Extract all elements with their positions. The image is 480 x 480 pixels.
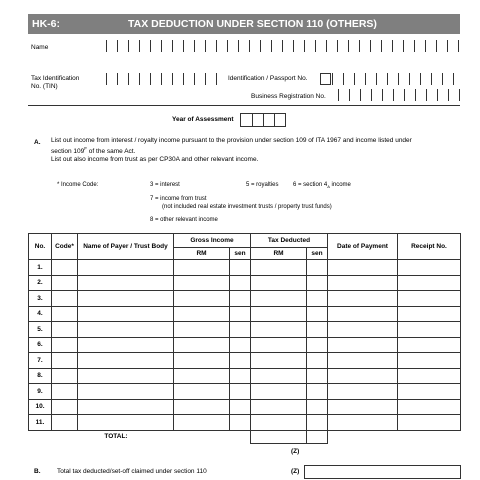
table-row xyxy=(29,291,461,307)
row-gross-rm[interactable] xyxy=(174,415,230,431)
char-box[interactable] xyxy=(392,40,403,52)
row-tax-sen[interactable] xyxy=(307,275,328,291)
char-box[interactable] xyxy=(447,40,458,52)
row-payer[interactable] xyxy=(78,322,174,338)
yoa-field[interactable] xyxy=(240,113,286,127)
char-box[interactable] xyxy=(337,40,348,52)
char-box[interactable] xyxy=(371,89,382,101)
row-tax-rm[interactable] xyxy=(251,275,307,291)
row-date[interactable] xyxy=(328,368,398,384)
row-tax-rm[interactable] xyxy=(251,415,307,431)
row-gross-rm[interactable] xyxy=(174,275,230,291)
row-gross-rm[interactable] xyxy=(174,384,230,400)
row-payer[interactable] xyxy=(78,415,174,431)
row-gross-sen[interactable] xyxy=(230,291,251,307)
char-box[interactable] xyxy=(161,73,172,85)
row-gross-rm[interactable] xyxy=(174,322,230,338)
row-tax-rm[interactable] xyxy=(251,322,307,338)
col-tax: Tax Deducted xyxy=(251,234,328,248)
row-code[interactable] xyxy=(52,291,78,307)
income-code-8: 8 = other relevant income xyxy=(150,217,218,223)
row-code[interactable] xyxy=(52,337,78,353)
row-payer[interactable] xyxy=(78,353,174,369)
char-box[interactable] xyxy=(382,89,393,101)
char-box[interactable] xyxy=(360,89,371,101)
char-box[interactable] xyxy=(117,40,128,52)
char-box[interactable] xyxy=(315,40,326,52)
row-tax-sen[interactable] xyxy=(307,322,328,338)
row-no: 1. xyxy=(29,260,52,276)
char-box[interactable] xyxy=(194,40,205,52)
row-gross-sen[interactable] xyxy=(230,337,251,353)
row-tax-rm[interactable] xyxy=(251,368,307,384)
row-date[interactable] xyxy=(328,306,398,322)
char-box[interactable] xyxy=(194,73,205,85)
row-date[interactable] xyxy=(328,337,398,353)
char-box[interactable] xyxy=(304,40,315,52)
table-row xyxy=(29,399,461,415)
col-payer: Name of Payer / Trust Body xyxy=(78,234,174,260)
tin-label: Tax Identification No. (TIN) xyxy=(31,75,80,90)
form-title: TAX DEDUCTION UNDER SECTION 110 (OTHERS) xyxy=(128,18,377,30)
section-b-text: Total tax deducted/set-off claimed under section 110 xyxy=(57,468,207,475)
char-box[interactable] xyxy=(205,40,216,52)
char-box[interactable] xyxy=(106,73,117,85)
char-box[interactable] xyxy=(326,40,337,52)
char-box[interactable] xyxy=(205,73,216,85)
char-box[interactable] xyxy=(172,73,183,85)
char-box[interactable] xyxy=(431,73,442,85)
name-label: Name xyxy=(31,44,49,51)
row-tax-sen[interactable] xyxy=(307,291,328,307)
row-no: 6. xyxy=(29,337,52,353)
char-box[interactable] xyxy=(216,40,227,52)
row-code[interactable] xyxy=(52,306,78,322)
row-tax-sen[interactable] xyxy=(307,415,328,431)
row-gross-rm[interactable] xyxy=(174,291,230,307)
total-tax-sen[interactable] xyxy=(307,430,328,443)
char-box[interactable] xyxy=(183,73,194,85)
row-tax-sen[interactable] xyxy=(307,260,328,276)
row-date[interactable] xyxy=(328,291,398,307)
char-box[interactable] xyxy=(150,73,161,85)
row-tax-rm[interactable] xyxy=(251,337,307,353)
char-box[interactable] xyxy=(150,40,161,52)
row-payer[interactable] xyxy=(78,306,174,322)
section-b-total-field[interactable] xyxy=(304,465,461,479)
row-tax-rm[interactable] xyxy=(251,306,307,322)
char-box[interactable] xyxy=(183,40,194,52)
char-box[interactable] xyxy=(414,40,425,52)
row-no: 3. xyxy=(29,291,52,307)
row-code[interactable] xyxy=(52,322,78,338)
total-z-label: (Z) xyxy=(291,448,300,455)
char-box[interactable] xyxy=(387,73,398,85)
table-row xyxy=(29,337,461,353)
col-code: Code* xyxy=(52,234,78,260)
table-row xyxy=(29,322,461,338)
col-date: Date of Payment xyxy=(328,234,398,260)
row-payer[interactable] xyxy=(78,368,174,384)
char-box[interactable] xyxy=(354,73,365,85)
char-box[interactable] xyxy=(426,89,437,101)
row-date[interactable] xyxy=(328,399,398,415)
table-row xyxy=(29,260,461,276)
table-row xyxy=(29,353,461,369)
income-code-label: * Income Code: xyxy=(57,182,99,188)
row-code[interactable] xyxy=(52,384,78,400)
char-box[interactable] xyxy=(415,89,426,101)
row-gross-rm[interactable] xyxy=(174,399,230,415)
row-gross-sen[interactable] xyxy=(230,306,251,322)
income-code-7-note: (not included real estate investment trusts / property trust funds) xyxy=(162,204,332,210)
row-receipt[interactable] xyxy=(398,368,461,384)
row-gross-sen[interactable] xyxy=(230,399,251,415)
row-code[interactable] xyxy=(52,415,78,431)
row-no: 11. xyxy=(29,415,52,431)
char-box[interactable] xyxy=(238,40,249,52)
row-payer[interactable] xyxy=(78,337,174,353)
row-gross-sen[interactable] xyxy=(230,368,251,384)
row-payer[interactable] xyxy=(78,275,174,291)
yoa-label: Year of Assessment xyxy=(172,116,234,123)
section-a-text: List out income from interest / royalty income pursuant to the provision under section 109 of ITA 1967 and income listed under section $109^F$ of the same Act. List out also income from trust as per CP30A and other relevant income. xyxy=(51,137,412,164)
name-field[interactable] xyxy=(106,40,459,52)
row-gross-sen[interactable] xyxy=(230,353,251,369)
row-date[interactable] xyxy=(328,275,398,291)
char-box[interactable] xyxy=(249,40,260,52)
passport-field[interactable] xyxy=(332,73,454,85)
table-row xyxy=(29,384,461,400)
char-box[interactable] xyxy=(293,40,304,52)
row-tax-rm[interactable] xyxy=(251,291,307,307)
table-row xyxy=(29,368,461,384)
col-no: No. xyxy=(29,234,52,260)
row-payer[interactable] xyxy=(78,384,174,400)
row-receipt[interactable] xyxy=(398,415,461,431)
row-code[interactable] xyxy=(52,368,78,384)
row-gross-rm[interactable] xyxy=(174,260,230,276)
row-gross-sen[interactable] xyxy=(230,322,251,338)
row-tax-sen[interactable] xyxy=(307,306,328,322)
separator-line xyxy=(28,105,460,106)
char-box[interactable] xyxy=(338,89,349,101)
row-no: 8. xyxy=(29,368,52,384)
col-receipt: Receipt No. xyxy=(398,234,461,260)
col-gross: Gross Income xyxy=(174,234,251,248)
row-no: 4. xyxy=(29,306,52,322)
char-box[interactable] xyxy=(172,40,183,52)
row-code[interactable] xyxy=(52,399,78,415)
row-date[interactable] xyxy=(328,415,398,431)
char-box[interactable] xyxy=(227,40,238,52)
row-gross-sen[interactable] xyxy=(230,260,251,276)
row-gross-rm[interactable] xyxy=(174,368,230,384)
char-box[interactable] xyxy=(403,40,414,52)
char-box[interactable] xyxy=(139,40,150,52)
form-header xyxy=(28,14,460,34)
char-box[interactable] xyxy=(436,40,447,52)
char-box[interactable] xyxy=(409,73,420,85)
row-date[interactable] xyxy=(328,260,398,276)
char-box[interactable] xyxy=(282,40,293,52)
row-receipt[interactable] xyxy=(398,275,461,291)
row-tax-sen[interactable] xyxy=(307,337,328,353)
tin-field[interactable] xyxy=(106,73,217,85)
char-box[interactable] xyxy=(448,89,459,101)
char-box[interactable] xyxy=(106,40,117,52)
row-gross-rm[interactable] xyxy=(174,353,230,369)
row-receipt[interactable] xyxy=(398,291,461,307)
passport-first-box[interactable] xyxy=(320,73,331,85)
table-row xyxy=(29,275,461,291)
char-box[interactable] xyxy=(117,73,128,85)
char-box[interactable] xyxy=(348,40,359,52)
brn-label: Business Registration No. xyxy=(251,93,326,100)
passport-label: Identification / Passport No. xyxy=(228,75,308,82)
char-box[interactable] xyxy=(381,40,392,52)
row-receipt[interactable] xyxy=(398,353,461,369)
total-label: TOTAL: xyxy=(104,433,128,441)
brn-field[interactable] xyxy=(338,89,460,101)
row-no: 10. xyxy=(29,399,52,415)
char-box[interactable] xyxy=(349,89,360,101)
row-gross-rm[interactable] xyxy=(174,337,230,353)
col-gross-rm: RM xyxy=(174,248,230,260)
row-tax-sen[interactable] xyxy=(307,384,328,400)
char-box[interactable] xyxy=(139,73,150,85)
row-code[interactable] xyxy=(52,275,78,291)
row-receipt[interactable] xyxy=(398,399,461,415)
income-table xyxy=(28,233,461,444)
income-code-5: 5 = royalties xyxy=(246,182,279,188)
row-no: 9. xyxy=(29,384,52,400)
row-tax-rm[interactable] xyxy=(251,384,307,400)
row-no: 7. xyxy=(29,353,52,369)
row-tax-sen[interactable] xyxy=(307,399,328,415)
char-box[interactable] xyxy=(343,73,354,85)
row-date[interactable] xyxy=(328,353,398,369)
char-box[interactable] xyxy=(393,89,404,101)
char-box[interactable] xyxy=(376,73,387,85)
row-payer[interactable] xyxy=(78,260,174,276)
col-tax-rm: RM xyxy=(251,248,307,260)
row-tax-rm[interactable] xyxy=(251,353,307,369)
char-box[interactable] xyxy=(260,40,271,52)
row-receipt[interactable] xyxy=(398,306,461,322)
char-box[interactable] xyxy=(128,73,139,85)
form-code: HK-6: xyxy=(32,18,60,30)
income-code-7: 7 = income from trust xyxy=(150,196,207,202)
char-box[interactable] xyxy=(404,89,415,101)
char-box[interactable] xyxy=(398,73,409,85)
row-code[interactable] xyxy=(52,353,78,369)
section-b-z-label: (Z) xyxy=(291,468,300,475)
row-no: 5. xyxy=(29,322,52,338)
char-box[interactable] xyxy=(128,40,139,52)
char-box[interactable] xyxy=(271,40,282,52)
income-code-3: 3 = interest xyxy=(150,182,180,188)
row-gross-sen[interactable] xyxy=(230,384,251,400)
row-gross-sen[interactable] xyxy=(230,415,251,431)
row-receipt[interactable] xyxy=(398,384,461,400)
char-box[interactable] xyxy=(365,73,376,85)
row-receipt[interactable] xyxy=(398,260,461,276)
total-tax-rm[interactable] xyxy=(251,430,307,443)
table-row xyxy=(29,306,461,322)
row-date[interactable] xyxy=(328,384,398,400)
row-receipt[interactable] xyxy=(398,322,461,338)
row-date[interactable] xyxy=(328,322,398,338)
char-box[interactable] xyxy=(370,40,381,52)
row-receipt[interactable] xyxy=(398,337,461,353)
row-gross-rm[interactable] xyxy=(174,306,230,322)
col-gross-sen: sen xyxy=(230,248,251,260)
col-tax-sen: sen xyxy=(307,248,328,260)
row-payer[interactable] xyxy=(78,291,174,307)
row-tax-rm[interactable] xyxy=(251,260,307,276)
char-box[interactable] xyxy=(437,89,448,101)
row-payer[interactable] xyxy=(78,399,174,415)
row-no: 2. xyxy=(29,275,52,291)
table-row xyxy=(29,415,461,431)
char-box[interactable] xyxy=(332,73,343,85)
row-tax-sen[interactable] xyxy=(307,353,328,369)
char-box[interactable] xyxy=(359,40,370,52)
income-code-6: 6 = section $4_A$ income xyxy=(293,182,351,190)
section-a-letter: A. xyxy=(34,139,41,146)
char-box[interactable] xyxy=(442,73,453,85)
row-tax-sen[interactable] xyxy=(307,368,328,384)
char-box[interactable] xyxy=(161,40,172,52)
row-tax-rm[interactable] xyxy=(251,399,307,415)
char-box[interactable] xyxy=(425,40,436,52)
section-b-letter: B. xyxy=(34,468,41,475)
char-box[interactable] xyxy=(420,73,431,85)
row-code[interactable] xyxy=(52,260,78,276)
row-gross-sen[interactable] xyxy=(230,275,251,291)
